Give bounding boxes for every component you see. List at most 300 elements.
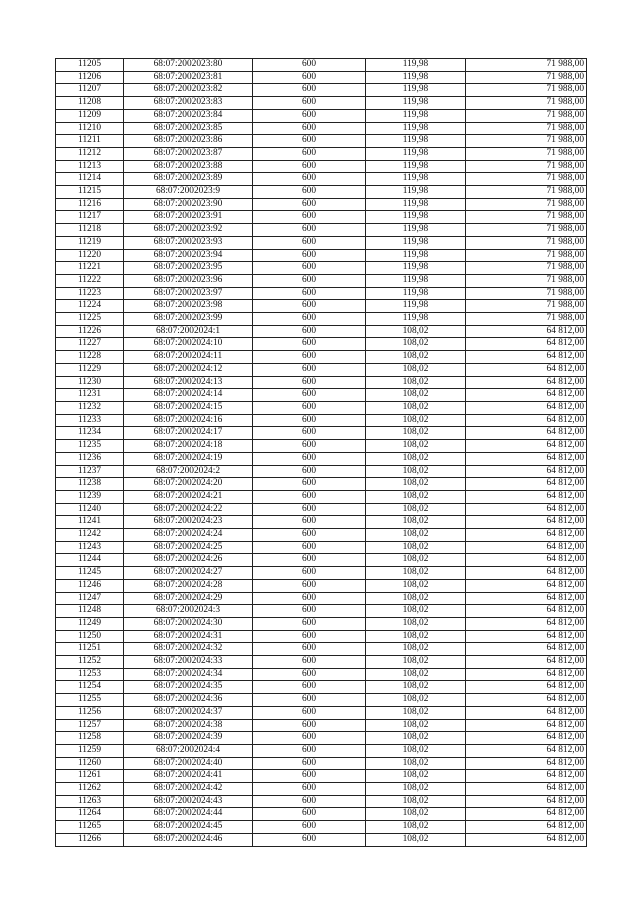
amount-cell: 71 988,00 (466, 313, 587, 326)
table-row (56, 211, 587, 224)
table-row (56, 440, 587, 453)
cadastral-number-cell: 68:07:2002024:34 (124, 668, 253, 681)
amount-cell: 71 988,00 (466, 224, 587, 237)
cadastral-number-cell: 68:07:2002023:92 (124, 224, 253, 237)
area-cell: 600 (253, 135, 366, 148)
row-number-cell: 11219 (56, 236, 124, 249)
rate-cell: 108,02 (366, 783, 466, 796)
row-number-cell: 11234 (56, 427, 124, 440)
table-row (56, 84, 587, 97)
amount-cell: 71 988,00 (466, 173, 587, 186)
table-row (56, 592, 587, 605)
row-number-cell: 11263 (56, 795, 124, 808)
rate-cell: 108,02 (366, 681, 466, 694)
rate-cell: 108,02 (366, 529, 466, 542)
row-number-cell: 11218 (56, 224, 124, 237)
amount-cell: 64 812,00 (466, 541, 587, 554)
amount-cell: 71 988,00 (466, 198, 587, 211)
area-cell: 600 (253, 300, 366, 313)
row-number-cell: 11256 (56, 706, 124, 719)
area-cell: 600 (253, 71, 366, 84)
area-cell: 600 (253, 211, 366, 224)
amount-cell: 64 812,00 (466, 503, 587, 516)
rate-cell: 108,02 (366, 363, 466, 376)
amount-cell: 71 988,00 (466, 122, 587, 135)
cadastral-number-cell: 68:07:2002024:19 (124, 452, 253, 465)
row-number-cell: 11239 (56, 490, 124, 503)
area-cell: 600 (253, 97, 366, 110)
row-number-cell: 11213 (56, 160, 124, 173)
area-cell: 600 (253, 719, 366, 732)
cadastral-number-cell: 68:07:2002023:9 (124, 186, 253, 199)
table-row (56, 59, 587, 72)
table-row (56, 579, 587, 592)
table-row (56, 681, 587, 694)
table-row (56, 554, 587, 567)
table-row (56, 630, 587, 643)
cadastral-number-cell: 68:07:2002024:20 (124, 478, 253, 491)
rate-cell: 119,98 (366, 135, 466, 148)
row-number-cell: 11220 (56, 249, 124, 262)
rate-cell: 119,98 (366, 122, 466, 135)
rate-cell: 108,02 (366, 706, 466, 719)
amount-cell: 64 812,00 (466, 744, 587, 757)
row-number-cell: 11216 (56, 198, 124, 211)
rate-cell: 119,98 (366, 211, 466, 224)
row-number-cell: 11238 (56, 478, 124, 491)
row-number-cell: 11230 (56, 376, 124, 389)
rate-cell: 108,02 (366, 414, 466, 427)
row-number-cell: 11266 (56, 833, 124, 846)
amount-cell: 71 988,00 (466, 135, 587, 148)
row-number-cell: 11231 (56, 389, 124, 402)
area-cell: 600 (253, 732, 366, 745)
cadastral-number-cell: 68:07:2002024:39 (124, 732, 253, 745)
table-row (56, 744, 587, 757)
cadastral-number-cell: 68:07:2002024:40 (124, 757, 253, 770)
area-cell: 600 (253, 706, 366, 719)
table-row (56, 224, 587, 237)
amount-cell: 71 988,00 (466, 236, 587, 249)
row-number-cell: 11211 (56, 135, 124, 148)
rate-cell: 119,98 (366, 287, 466, 300)
cadastral-number-cell: 68:07:2002023:86 (124, 135, 253, 148)
table-row (56, 325, 587, 338)
row-number-cell: 11212 (56, 147, 124, 160)
amount-cell: 64 812,00 (466, 529, 587, 542)
amount-cell: 64 812,00 (466, 376, 587, 389)
rate-cell: 108,02 (366, 478, 466, 491)
amount-cell: 64 812,00 (466, 554, 587, 567)
row-number-cell: 11249 (56, 617, 124, 630)
row-number-cell: 11264 (56, 808, 124, 821)
rate-cell: 108,02 (366, 719, 466, 732)
table-row (56, 783, 587, 796)
area-cell: 600 (253, 440, 366, 453)
area-cell: 600 (253, 478, 366, 491)
table-row (56, 719, 587, 732)
area-cell: 600 (253, 186, 366, 199)
area-cell: 600 (253, 656, 366, 669)
amount-cell: 71 988,00 (466, 71, 587, 84)
rate-cell: 108,02 (366, 389, 466, 402)
cadastral-number-cell: 68:07:2002023:80 (124, 59, 253, 72)
cadastral-number-cell: 68:07:2002024:22 (124, 503, 253, 516)
area-cell: 600 (253, 313, 366, 326)
cadastral-number-cell: 68:07:2002024:36 (124, 694, 253, 707)
rate-cell: 108,02 (366, 757, 466, 770)
area-cell: 600 (253, 414, 366, 427)
table-row (56, 516, 587, 529)
area-cell: 600 (253, 681, 366, 694)
rate-cell: 108,02 (366, 554, 466, 567)
table-row (56, 668, 587, 681)
rate-cell: 108,02 (366, 490, 466, 503)
rate-cell: 108,02 (366, 821, 466, 834)
rate-cell: 108,02 (366, 401, 466, 414)
rate-cell: 119,98 (366, 59, 466, 72)
cadastral-number-cell: 68:07:2002024:24 (124, 529, 253, 542)
table-row (56, 503, 587, 516)
table-row (56, 427, 587, 440)
row-number-cell: 11248 (56, 605, 124, 618)
rate-cell: 119,98 (366, 147, 466, 160)
cadastral-number-cell: 68:07:2002023:91 (124, 211, 253, 224)
row-number-cell: 11233 (56, 414, 124, 427)
table-row (56, 694, 587, 707)
row-number-cell: 11261 (56, 770, 124, 783)
row-number-cell: 11217 (56, 211, 124, 224)
amount-cell: 64 812,00 (466, 579, 587, 592)
area-cell: 600 (253, 744, 366, 757)
amount-cell: 64 812,00 (466, 363, 587, 376)
rate-cell: 108,02 (366, 808, 466, 821)
cadastral-number-cell: 68:07:2002024:38 (124, 719, 253, 732)
rate-cell: 119,98 (366, 84, 466, 97)
amount-cell: 64 812,00 (466, 617, 587, 630)
cadastral-number-cell: 68:07:2002024:2 (124, 465, 253, 478)
row-number-cell: 11229 (56, 363, 124, 376)
amount-cell: 64 812,00 (466, 656, 587, 669)
row-number-cell: 11255 (56, 694, 124, 707)
amount-cell: 64 812,00 (466, 427, 587, 440)
cadastral-number-cell: 68:07:2002024:32 (124, 643, 253, 656)
amount-cell: 64 812,00 (466, 694, 587, 707)
rate-cell: 119,98 (366, 236, 466, 249)
row-number-cell: 11225 (56, 313, 124, 326)
area-cell: 600 (253, 821, 366, 834)
amount-cell: 71 988,00 (466, 249, 587, 262)
cadastral-number-cell: 68:07:2002024:45 (124, 821, 253, 834)
row-number-cell: 11246 (56, 579, 124, 592)
cadastral-number-cell: 68:07:2002024:29 (124, 592, 253, 605)
row-number-cell: 11247 (56, 592, 124, 605)
row-number-cell: 11254 (56, 681, 124, 694)
area-cell: 600 (253, 783, 366, 796)
table-row (56, 389, 587, 402)
rate-cell: 108,02 (366, 440, 466, 453)
row-number-cell: 11226 (56, 325, 124, 338)
rate-cell: 119,98 (366, 109, 466, 122)
rate-cell: 108,02 (366, 643, 466, 656)
area-cell: 600 (253, 198, 366, 211)
amount-cell: 64 812,00 (466, 808, 587, 821)
area-cell: 600 (253, 224, 366, 237)
cadastral-number-cell: 68:07:2002024:33 (124, 656, 253, 669)
table-row (56, 529, 587, 542)
rate-cell: 119,98 (366, 262, 466, 275)
cadastral-number-cell: 68:07:2002024:35 (124, 681, 253, 694)
amount-cell: 64 812,00 (466, 478, 587, 491)
row-number-cell: 11209 (56, 109, 124, 122)
table-row (56, 732, 587, 745)
cadastral-number-cell: 68:07:2002024:23 (124, 516, 253, 529)
amount-cell: 64 812,00 (466, 490, 587, 503)
area-cell: 600 (253, 617, 366, 630)
rate-cell: 119,98 (366, 173, 466, 186)
table-row (56, 833, 587, 846)
area-cell: 600 (253, 808, 366, 821)
table-row (56, 452, 587, 465)
area-cell: 600 (253, 236, 366, 249)
cadastral-number-cell: 68:07:2002024:10 (124, 338, 253, 351)
amount-cell: 64 812,00 (466, 325, 587, 338)
rate-cell: 108,02 (366, 656, 466, 669)
amount-cell: 64 812,00 (466, 795, 587, 808)
rate-cell: 108,02 (366, 338, 466, 351)
area-cell: 600 (253, 274, 366, 287)
rate-cell: 119,98 (366, 313, 466, 326)
table-row (56, 541, 587, 554)
area-cell: 600 (253, 351, 366, 364)
area-cell: 600 (253, 465, 366, 478)
row-number-cell: 11253 (56, 668, 124, 681)
amount-cell: 64 812,00 (466, 719, 587, 732)
table-row (56, 198, 587, 211)
area-cell: 600 (253, 795, 366, 808)
cadastral-number-cell: 68:07:2002024:14 (124, 389, 253, 402)
table-row (56, 351, 587, 364)
area-cell: 600 (253, 262, 366, 275)
cadastral-number-cell: 68:07:2002024:28 (124, 579, 253, 592)
cadastral-number-cell: 68:07:2002023:81 (124, 71, 253, 84)
area-cell: 600 (253, 490, 366, 503)
table-row (56, 249, 587, 262)
cadastral-number-cell: 68:07:2002024:13 (124, 376, 253, 389)
table-row (56, 300, 587, 313)
rate-cell: 108,02 (366, 770, 466, 783)
amount-cell: 71 988,00 (466, 274, 587, 287)
row-number-cell: 11250 (56, 630, 124, 643)
rate-cell: 108,02 (366, 516, 466, 529)
area-cell: 600 (253, 541, 366, 554)
row-number-cell: 11265 (56, 821, 124, 834)
cadastral-number-cell: 68:07:2002023:94 (124, 249, 253, 262)
rate-cell: 119,98 (366, 274, 466, 287)
cadastral-number-cell: 68:07:2002023:95 (124, 262, 253, 275)
row-number-cell: 11210 (56, 122, 124, 135)
amount-cell: 64 812,00 (466, 389, 587, 402)
rate-cell: 108,02 (366, 732, 466, 745)
area-cell: 600 (253, 833, 366, 846)
area-cell: 600 (253, 503, 366, 516)
cadastral-number-cell: 68:07:2002023:83 (124, 97, 253, 110)
cadastral-number-cell: 68:07:2002024:4 (124, 744, 253, 757)
area-cell: 600 (253, 630, 366, 643)
area-cell: 600 (253, 592, 366, 605)
amount-cell: 64 812,00 (466, 592, 587, 605)
area-cell: 600 (253, 147, 366, 160)
amount-cell: 64 812,00 (466, 770, 587, 783)
rate-cell: 108,02 (366, 795, 466, 808)
row-number-cell: 11237 (56, 465, 124, 478)
amount-cell: 71 988,00 (466, 160, 587, 173)
cadastral-number-cell: 68:07:2002024:12 (124, 363, 253, 376)
area-cell: 600 (253, 109, 366, 122)
area-cell: 600 (253, 84, 366, 97)
row-number-cell: 11222 (56, 274, 124, 287)
table-row (56, 376, 587, 389)
cadastral-number-cell: 68:07:2002024:30 (124, 617, 253, 630)
amount-cell: 64 812,00 (466, 681, 587, 694)
area-cell: 600 (253, 287, 366, 300)
row-number-cell: 11228 (56, 351, 124, 364)
area-cell: 600 (253, 122, 366, 135)
rate-cell: 108,02 (366, 452, 466, 465)
cadastral-number-cell: 68:07:2002023:89 (124, 173, 253, 186)
row-number-cell: 11206 (56, 71, 124, 84)
amount-cell: 64 812,00 (466, 783, 587, 796)
amount-cell: 71 988,00 (466, 300, 587, 313)
cadastral-number-cell: 68:07:2002023:93 (124, 236, 253, 249)
row-number-cell: 11260 (56, 757, 124, 770)
rate-cell: 108,02 (366, 744, 466, 757)
row-number-cell: 11243 (56, 541, 124, 554)
table-row (56, 605, 587, 618)
cadastral-number-cell: 68:07:2002024:21 (124, 490, 253, 503)
rate-cell: 119,98 (366, 71, 466, 84)
table-row (56, 567, 587, 580)
amount-cell: 64 812,00 (466, 338, 587, 351)
rate-cell: 119,98 (366, 160, 466, 173)
row-number-cell: 11242 (56, 529, 124, 542)
area-cell: 600 (253, 757, 366, 770)
area-cell: 600 (253, 668, 366, 681)
row-number-cell: 11223 (56, 287, 124, 300)
rate-cell: 108,02 (366, 592, 466, 605)
area-cell: 600 (253, 389, 366, 402)
table-row (56, 465, 587, 478)
area-cell: 600 (253, 401, 366, 414)
cadastral-number-cell: 68:07:2002023:85 (124, 122, 253, 135)
row-number-cell: 11208 (56, 97, 124, 110)
amount-cell: 64 812,00 (466, 401, 587, 414)
area-cell: 600 (253, 579, 366, 592)
cadastral-number-cell: 68:07:2002024:16 (124, 414, 253, 427)
rate-cell: 119,98 (366, 300, 466, 313)
area-cell: 600 (253, 770, 366, 783)
rate-cell: 108,02 (366, 579, 466, 592)
table-row (56, 656, 587, 669)
rate-cell: 119,98 (366, 198, 466, 211)
rate-cell: 108,02 (366, 503, 466, 516)
table-row (56, 821, 587, 834)
rate-cell: 108,02 (366, 541, 466, 554)
row-number-cell: 11262 (56, 783, 124, 796)
rate-cell: 108,02 (366, 630, 466, 643)
amount-cell: 64 812,00 (466, 567, 587, 580)
amount-cell: 71 988,00 (466, 211, 587, 224)
table-row (56, 109, 587, 122)
cadastral-number-cell: 68:07:2002023:99 (124, 313, 253, 326)
cadastral-number-cell: 68:07:2002024:43 (124, 795, 253, 808)
area-cell: 600 (253, 529, 366, 542)
cadastral-number-cell: 68:07:2002024:42 (124, 783, 253, 796)
row-number-cell: 11257 (56, 719, 124, 732)
amount-cell: 71 988,00 (466, 109, 587, 122)
area-cell: 600 (253, 325, 366, 338)
rate-cell: 108,02 (366, 617, 466, 630)
cadastral-number-cell: 68:07:2002024:26 (124, 554, 253, 567)
rate-cell: 119,98 (366, 249, 466, 262)
table-row (56, 757, 587, 770)
area-cell: 600 (253, 643, 366, 656)
amount-cell: 64 812,00 (466, 516, 587, 529)
rate-cell: 108,02 (366, 465, 466, 478)
table-row (56, 313, 587, 326)
rate-cell: 108,02 (366, 427, 466, 440)
row-number-cell: 11207 (56, 84, 124, 97)
row-number-cell: 11245 (56, 567, 124, 580)
amount-cell: 64 812,00 (466, 630, 587, 643)
table-row (56, 490, 587, 503)
cadastral-number-cell: 68:07:2002024:17 (124, 427, 253, 440)
area-cell: 600 (253, 567, 366, 580)
row-number-cell: 11224 (56, 300, 124, 313)
row-number-cell: 11252 (56, 656, 124, 669)
amount-cell: 71 988,00 (466, 97, 587, 110)
table-row (56, 186, 587, 199)
amount-cell: 71 988,00 (466, 147, 587, 160)
area-cell: 600 (253, 173, 366, 186)
cadastral-number-cell: 68:07:2002024:41 (124, 770, 253, 783)
row-number-cell: 11244 (56, 554, 124, 567)
cadastral-number-cell: 68:07:2002024:44 (124, 808, 253, 821)
area-cell: 600 (253, 452, 366, 465)
amount-cell: 64 812,00 (466, 668, 587, 681)
amount-cell: 64 812,00 (466, 440, 587, 453)
table-row (56, 363, 587, 376)
table-row (56, 338, 587, 351)
row-number-cell: 11214 (56, 173, 124, 186)
area-cell: 600 (253, 516, 366, 529)
amount-cell: 64 812,00 (466, 605, 587, 618)
cadastral-number-cell: 68:07:2002023:90 (124, 198, 253, 211)
table-row (56, 236, 587, 249)
amount-cell: 64 812,00 (466, 465, 587, 478)
rate-cell: 108,02 (366, 567, 466, 580)
table-row (56, 262, 587, 275)
amount-cell: 64 812,00 (466, 833, 587, 846)
row-number-cell: 11227 (56, 338, 124, 351)
table-row (56, 414, 587, 427)
amount-cell: 71 988,00 (466, 84, 587, 97)
row-number-cell: 11205 (56, 59, 124, 72)
cadastral-number-cell: 68:07:2002024:25 (124, 541, 253, 554)
table-row (56, 122, 587, 135)
rate-cell: 119,98 (366, 224, 466, 237)
cadastral-number-cell: 68:07:2002023:82 (124, 84, 253, 97)
